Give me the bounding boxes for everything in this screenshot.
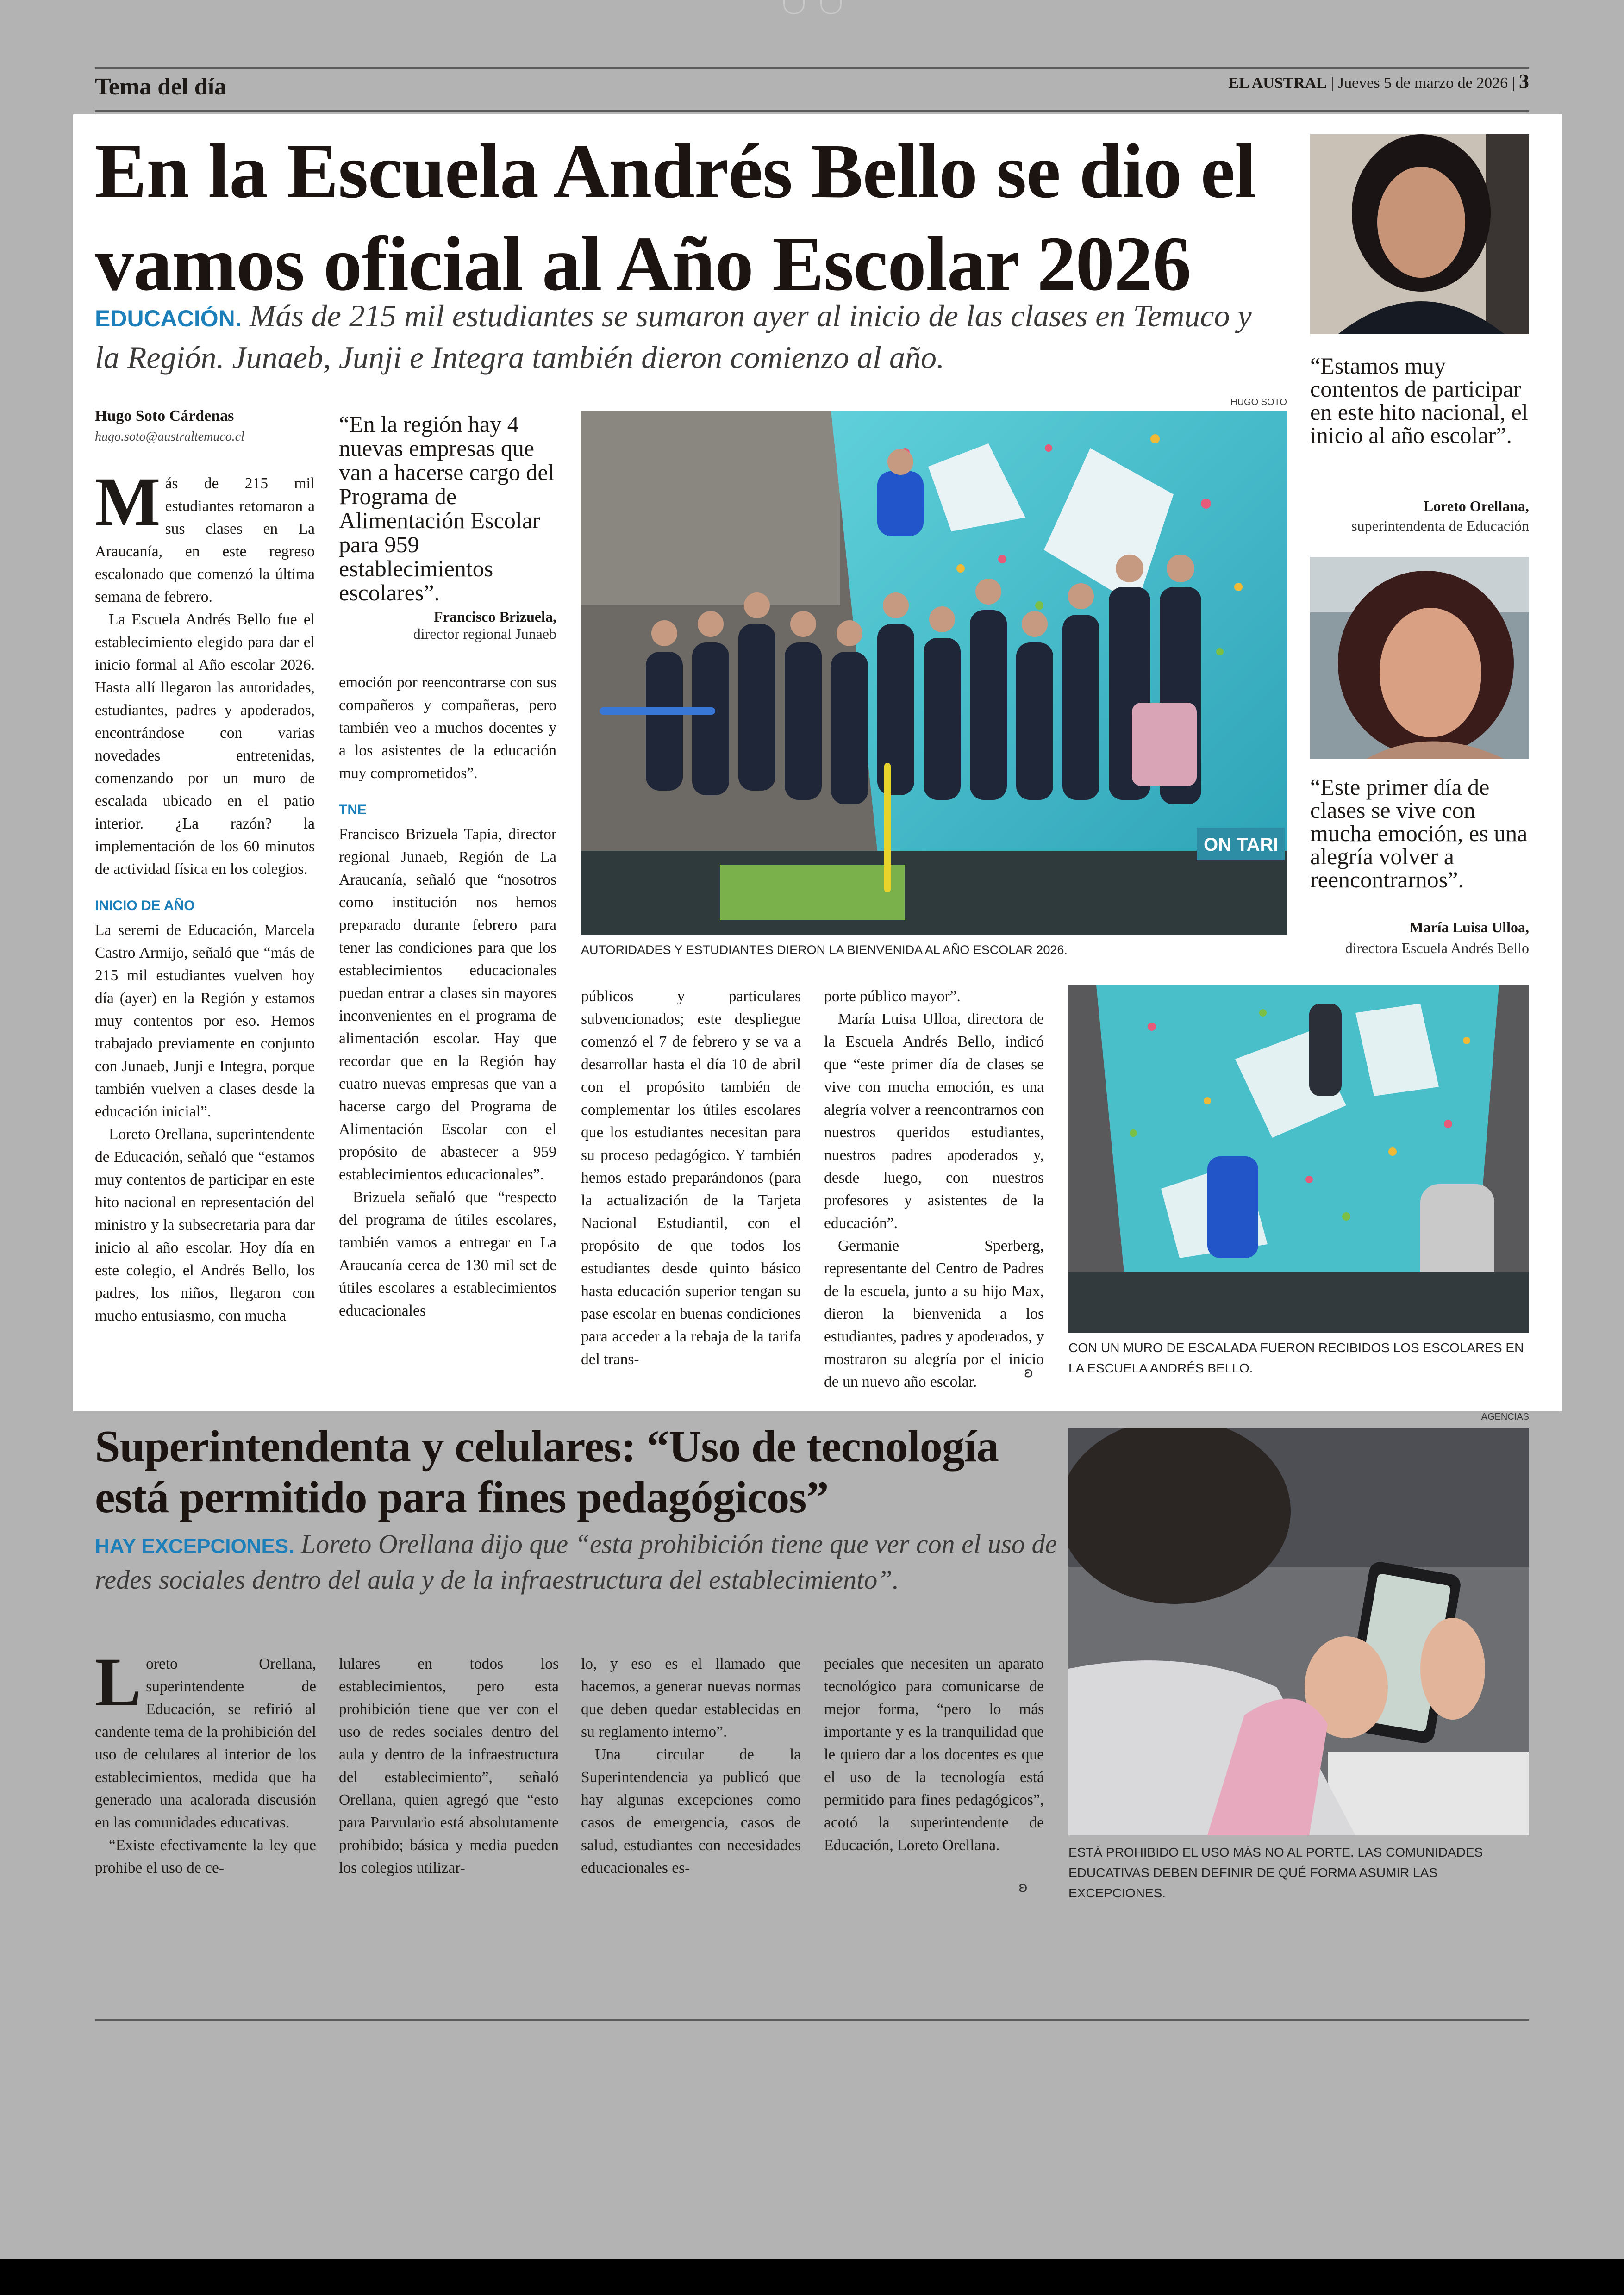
viewer-bottom-bar — [0, 2259, 1624, 2295]
wall-photo-graphic — [1068, 985, 1529, 1333]
side-quote-orellana: “Estamos muy contentos de participar en este hito nacional, el inicio al año escolar”. — [1310, 353, 1528, 448]
second-kicker: HAY EXCEPCIONES. — [95, 1535, 294, 1558]
side-quote-ulloa-name: María Luisa Ulloa, — [1409, 919, 1529, 935]
second-deck — [95, 1528, 1058, 1597]
paragraph: María Luisa Ulloa, directora de la Escuela Andrés Bello, indicó que “este primer día de clases se vive con mucha emoción, es una alegría volver a reencontrarnos con nuestros queridos estudiantes, nuestros padres apoderados y, desde luego, con nuestros profesores y asistentes de la educación”. — [824, 1010, 1044, 1232]
second-headline-line2: está permitido para fines pedagógicos” — [95, 1472, 829, 1522]
paragraph: ás de 215 mil estudiantes retomaron a sus clases en La Araucanía, en este regreso escalonado que comenzó la última semana de febrero. — [95, 475, 315, 605]
paragraph: “Existe efectivamente la ley que prohibe el uso de ce- — [95, 1837, 316, 1877]
wall-photo-caption: CON UN MURO DE ESCALADA FUERON RECIBIDOS LOS ESCOLARES EN LA ESCUELA ANDRÉS BELLO. — [1068, 1341, 1524, 1375]
prev-page-icon[interactable] — [783, 0, 805, 14]
main-photo-caption: AUTORIDADES Y ESTUDIANTES DIERON LA BIENVENIDA AL AÑO ESCOLAR 2026. — [581, 943, 1068, 957]
paragraph: porte público mayor”. — [824, 988, 961, 1005]
second-headline — [95, 1421, 1081, 1523]
second-col2 — [339, 1653, 559, 1912]
portrait-orellana-graphic — [1310, 134, 1529, 334]
main-photo — [581, 411, 1287, 935]
main-photo-graphic — [581, 411, 1287, 935]
second-headline-line1: Superintendenta y celulares: “Uso de tecnología — [95, 1422, 999, 1472]
pullquote-text: “En la región hay 4 nuevas empresas que van a hacerse cargo del Programa de Alimentación Escolar para 959 establecimientos escolares”. — [339, 411, 555, 605]
paragraph: La Escuela Andrés Bello fue el establecimiento elegido para dar el inicio formal al Año escolar 2026. Hasta allí llegaron las autoridades, estudiantes, padres y apoderados, encontrándose con varias novedades entretenidas, comenzando por un muro de escalada ubicado en el patio interior. ¿La razón? la implementación de los 60 minutos de actividad física en los colegios. — [95, 611, 315, 878]
end-mark-icon: ʚ — [1024, 1365, 1033, 1381]
dropcap: L — [95, 1653, 142, 1721]
side-quote-ulloa-role: directora Escuela Andrés Bello — [1345, 940, 1529, 956]
folio — [1229, 69, 1530, 93]
next-page-icon[interactable] — [820, 0, 842, 14]
main-kicker: EDUCACIÓN. — [95, 306, 242, 331]
issue-date: Jueves 5 de marzo de 2026 — [1337, 75, 1508, 92]
page-number: 3 — [1519, 70, 1529, 93]
main-col2 — [339, 671, 556, 1393]
paragraph: La seremi de Educación, Marcela Castro Armijo, señaló que “más de 215 mil estudiantes vuelven hoy día (ayer) en la Región y estamos muy contentos por eso. Hemos trabajado previamente en conjunto con Junaeb, Junji e Integra, porque también vuelven a clases desde la educación inicial”. — [95, 922, 315, 1120]
header-bottom-rule — [95, 110, 1529, 112]
paragraph: lulares en todos los establecimientos, pero esta prohibición tiene que ver con el uso de redes sociales dentro del aula y dentro de la infraestructura del establecimiento”, señaló Orellana, quien agregó que “esto para Parvulario está absolutamente prohibido; básica y media pueden los colegios utilizar- — [339, 1655, 559, 1877]
pullquote-brizuela — [339, 412, 556, 642]
side-quote-ulloa: “Este primer día de clases se vive con mucha emoción, es una alegría volver a reencontrarnos”. — [1310, 774, 1528, 892]
paragraph: Francisco Brizuela Tapia, director regional Junaeb, Región de La Araucanía, señaló que “nosotros como institución nos hemos preparado durante febrero para tener las condiciones para que los establecimientos educacionales puedan entrar a clases sin mayores inconvenientes en el programa de alimentación escolar. Hay que recordar que en la Región hay cuatro nuevas empresas que van a hacerse cargo del Programa de Alimentación Escolar con el propósito de abastecer a 959 establecimientos educacionales”. — [339, 826, 556, 1183]
portrait-ulloa — [1310, 557, 1529, 759]
pullquote-role: director regional Junaeb — [413, 625, 556, 642]
phone-photo-graphic — [1068, 1428, 1529, 1835]
paragraph: oreto Orellana, superintendente de Educación, se refirió al candente tema de la prohibición del uso de celulares al interior de los establecimientos, medida que ha generado una acalorada discusión en las comunidades educativas. — [95, 1655, 316, 1831]
phone-photo-caption: ESTÁ PROHIBIDO EL USO MÁS NO AL PORTE. LAS COMUNIDADES EDUCATIVAS DEBEN DEFINIR DE QUÉ FORMA ASUMIR LAS EXCEPCIONES. — [1068, 1845, 1483, 1900]
paragraph: Brizuela señaló que “respecto del programa de útiles escolares, también vamos a entregar en La Araucanía cerca de 130 mil set de útiles escolares a establecimientos educacionales — [339, 1189, 556, 1319]
main-col1 — [95, 472, 315, 1398]
dropcap: M — [95, 472, 161, 540]
portrait-ulloa-graphic — [1310, 557, 1529, 759]
second-deck-text: Loreto Orellana dijo que “esta prohibición tiene que ver con el uso de redes sociales dentro del aula y de la infraestructura del establecimiento”. — [95, 1529, 1057, 1595]
section-label: Tema del día — [95, 74, 227, 100]
paragraph: lo, y eso es el llamado que hacemos, a generar nuevas normas que deben quedar establecidas en su reglamento interno”. — [581, 1655, 801, 1740]
phone-photo — [1068, 1428, 1529, 1835]
second-col1 — [95, 1653, 316, 1912]
paper-name: EL AUSTRAL — [1228, 75, 1327, 92]
agency-credit: AGENCIAS — [1481, 1412, 1529, 1422]
portrait-orellana — [1310, 134, 1529, 334]
byline: Hugo Soto Cárdenas — [95, 407, 234, 424]
wall-photo — [1068, 985, 1529, 1333]
paragraph: públicos y particulares subvencionados; este despliegue comenzó el 7 de febrero y se va a desarrollar hasta el día 10 de abril con el propósito también de complementar los útiles escolares que los estudiantes necesitan para su proceso pedagógico. Y también hemos estado preparándonos (para la actualización de la Tarjeta Nacional Estudiantil, con el propósito de que todos los estudiantes desde quinto básico hasta educación superior tengan su pase escolar en buenas condiciones para acceder a la rebaja de la tarifa del trans- — [581, 988, 801, 1368]
paragraph: emoción por reencontrarse con sus compañeros y compañeras, pero también veo a muchos docentes y a los asistentes de la educación muy comprometidos”. — [339, 674, 556, 782]
folio-separator: | — [1512, 75, 1519, 92]
photo-banner-text: ON TARI — [1204, 835, 1279, 855]
photo-credit: HUGO SOTO — [1230, 397, 1287, 407]
side-quote-orellana-name: Loreto Orellana, — [1423, 498, 1529, 514]
main-headline-line2: vamos oficial al Año Escolar 2026 — [95, 221, 1191, 307]
paragraph: peciales que necesiten un aparato tecnológico para comunicarse de mejor forma, “pero lo más importante y es la tranquilidad que le quiero dar a los docentes es que el uso de la tecnología está permitido para fines pedagógicos”, acotó la superintendente de Educación, Loreto Orellana. — [824, 1655, 1044, 1854]
second-col4 — [824, 1653, 1044, 1912]
subhead-tne: TNE — [339, 802, 367, 817]
pullquote-name: Francisco Brizuela, — [434, 608, 556, 625]
main-deck — [95, 296, 1280, 377]
folio-separator: | — [1330, 75, 1338, 92]
paragraph: Loreto Orellana, superintendente de Educación, señaló que “estamos muy contentos de participar en este hito nacional en representación del ministro y la subsecretaria para dar inicio al año escolar. Hoy día en este colegio, el Andrés Bello, los padres, los niños, llegaron con mucho entusiasmo, con mucha — [95, 1126, 315, 1324]
subhead-inicio: INICIO DE AÑO — [95, 898, 195, 913]
main-headline — [95, 125, 1299, 310]
main-deck-text: Más de 215 mil estudiantes se sumaron ayer al inicio de las clases en Temuco y la Región. Junaeb, Junji e Integra también dieron comienzo al año. — [95, 298, 1252, 375]
byline-email: hugo.soto@australtemuco.cl — [95, 430, 244, 444]
second-col3 — [581, 1653, 801, 1912]
side-quote-orellana-role: superintendenta de Educación — [1351, 518, 1529, 534]
main-headline-line1: En la Escuela Andrés Bello se dio el — [95, 128, 1256, 214]
end-mark-icon: ʚ — [1018, 1879, 1028, 1896]
bottom-rule — [95, 2019, 1529, 2021]
paragraph: Una circular de la Superintendencia ya publicó que hay algunas excepciones como casos de emergencia, casos de salud, estudiantes con necesidades educacionales es- — [581, 1746, 801, 1877]
main-col4 — [824, 985, 1044, 1397]
paragraph: Germanie Sperberg, representante del Centro de Padres de la escuela, junto a su hijo Max, dieron la bienvenida a los estudiantes, padres y apoderados, y mostraron su alegría por el inicio de un nuevo año escolar. — [824, 1237, 1044, 1391]
main-col3 — [581, 985, 801, 1397]
